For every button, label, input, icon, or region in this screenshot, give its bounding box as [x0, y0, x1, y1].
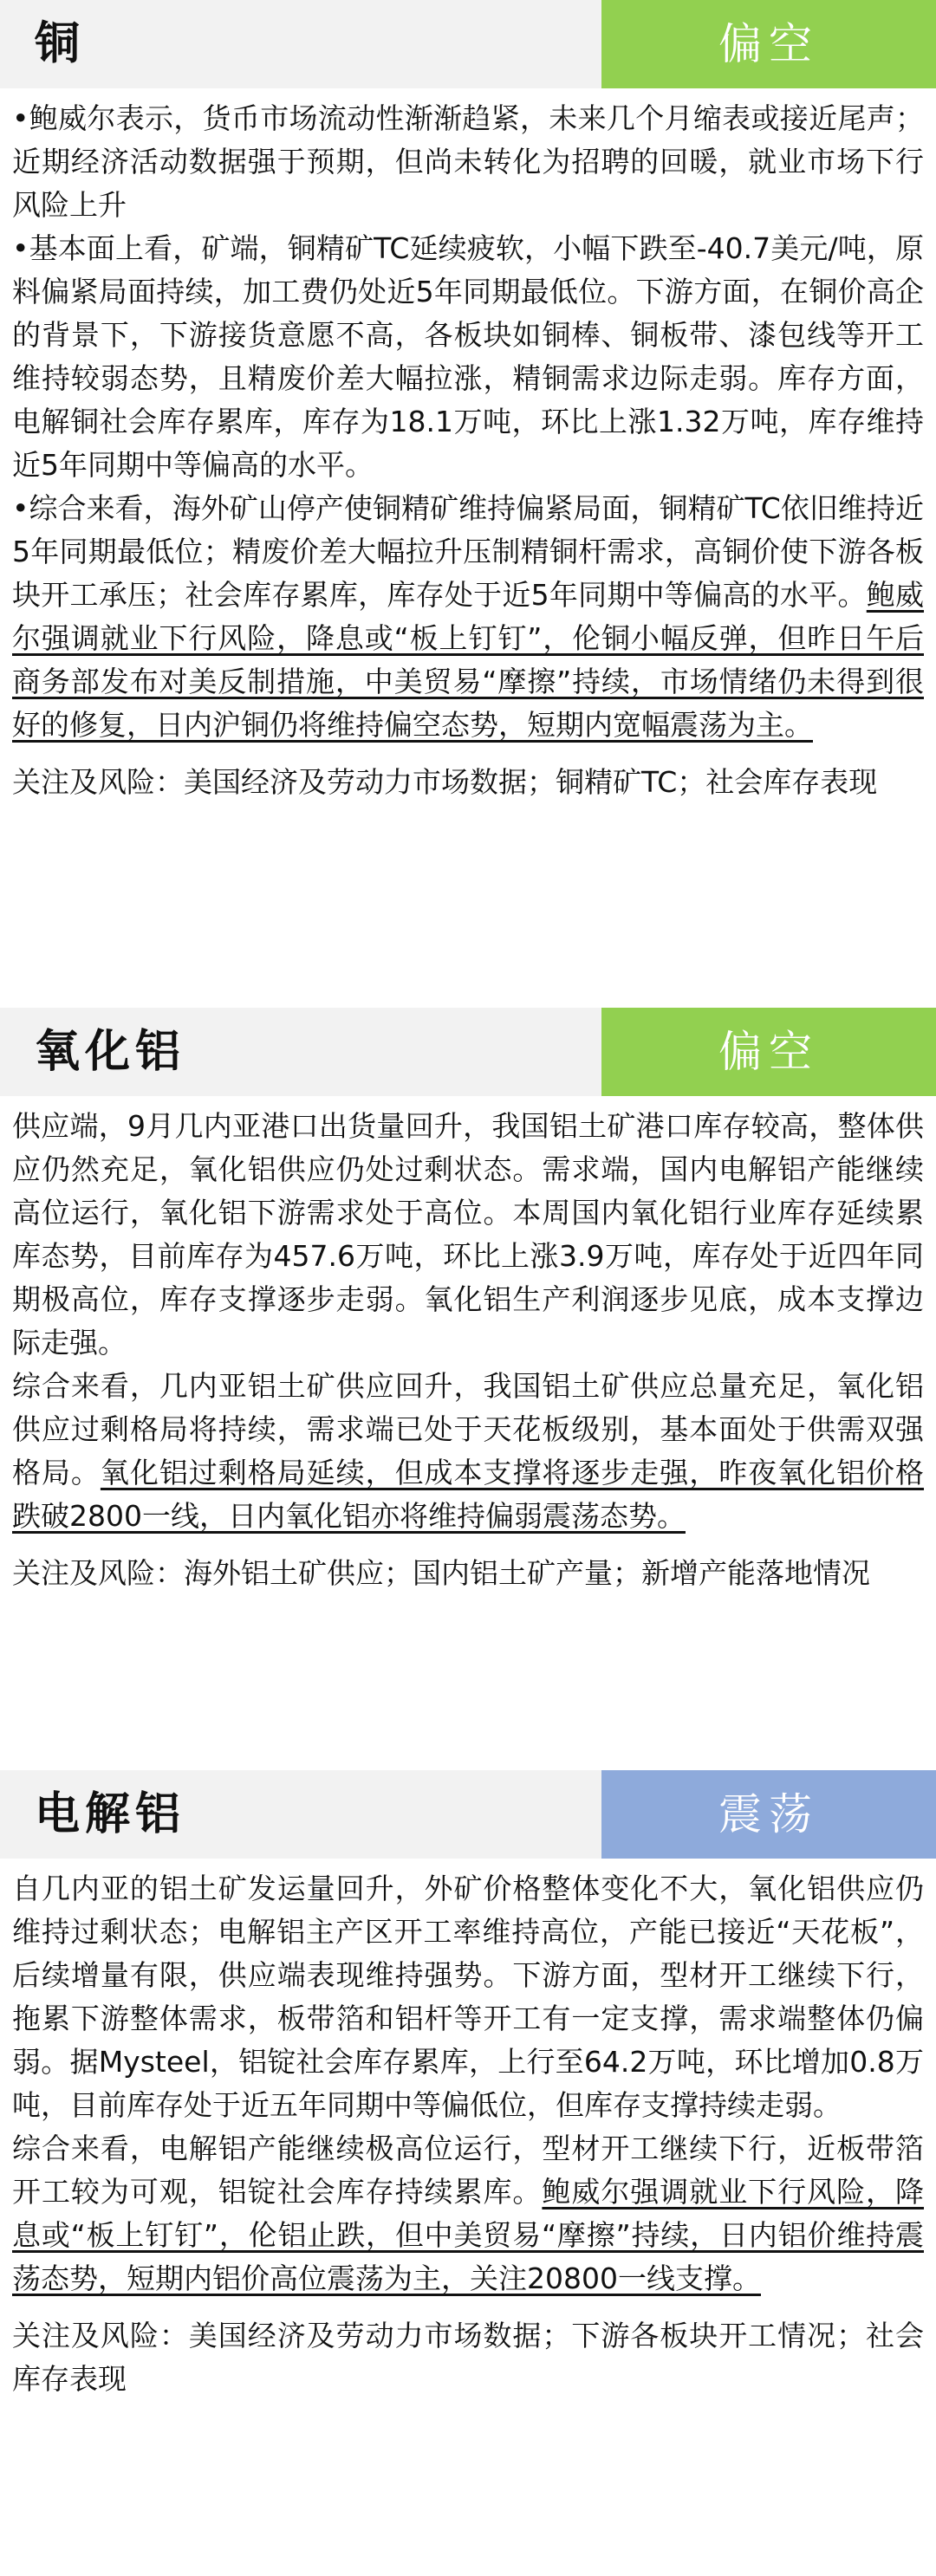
copper-title: 铜: [35, 17, 86, 70]
aluminum-paragraph-2: [12, 2127, 924, 2300]
copper-summary-text: •综合来看，海外矿山停产使铜精矿维持偏紧局面，铜精矿TC依旧维持近5年同期最低位；精废价差大幅拉升压制精铜杆需求，高铜价使下游各板块开工承压；社会库存累库，库存处于近5年同期中等偏高的水平。: [12, 491, 924, 612]
aluminum-header: [0, 1770, 936, 1859]
copper-header: [0, 0, 936, 88]
alumina-header: [0, 1008, 936, 1096]
alumina-paragraph-1: 供应端，9月几内亚港口出货量回升，我国铝土矿港口库存较高，整体供应仍然充足，氧化铝供应仍处过剩状态。需求端，国内电解铝产能继续高位运行，氧化铝下游需求处于高位。本周国内氧化铝行业库存延续累库态势，目前库存为457.6万吨，环比上涨3.9万吨，库存处于近四年同期极高位，库存支撑逐步走弱。氧化铝生产利润逐步见底，成本支撑边际走强。: [12, 1109, 924, 1359]
aluminum-view-badge: 震荡: [601, 1770, 936, 1859]
copper-body: [0, 88, 936, 809]
aluminum-body: [0, 1859, 936, 2406]
copper-outlook-underlined: 鲍威尔强调就业下行风险，降息或“板上钉钉”，伦铜小幅反弹，但昨日午后商务部发布对美反制措施，中美贸易“摩擦”持续，市场情绪仍未得到很好的修复，日内沪铜仍将维持偏空态势，短期内宽幅震荡为主。: [12, 578, 925, 742]
alumina-focus-risks: 关注及风险：海外铝土矿供应；国内铝土矿产量；新增产能落地情况: [12, 1556, 870, 1590]
copper-paragraph-1: •鲍威尔表示，货币市场流动性渐渐趋紧，未来几个月缩表或接近尾声；近期经济活动数据强于预期，但尚未转化为招聘的回暖，就业市场下行风险上升: [12, 101, 924, 222]
alumina-section: [0, 1008, 936, 1770]
aluminum-focus-risks: 关注及风险：美国经济及劳动力市场数据；下游各板块开工情况；社会库存表现: [12, 2319, 924, 2396]
alumina-title: 氧化铝: [35, 1025, 186, 1078]
aluminum-summary-text: 综合来看，电解铝产能继续极高位运行，型材开工继续下行，近板带箔开工较为可观，铝锭社会库存持续累库。: [12, 2132, 924, 2209]
copper-view-badge: 偏空: [601, 0, 936, 88]
aluminum-paragraph-1: 自几内亚的铝土矿发运量回升，外矿价格整体变化不大，氧化铝供应仍维持过剩状态；电解铝主产区开工率维持高位，产能已接近“天花板”，后续增量有限，供应端表现维持强势。下游方面，型材开工继续下行，拖累下游整体需求，板带箔和铝杆等开工有一定支撑，需求端整体仍偏弱。据Mysteel，铝锭社会库存累库，上行至64.2万吨，环比增加0.8万吨，目前库存处于近五年同期中等偏低位，但库存支撑持续走弱。: [12, 1872, 924, 2122]
aluminum-outlook-underlined: 鲍威尔强调就业下行风险，降息或“板上钉钉”，伦铝止跌，但中美贸易“摩擦”持续，日内铝价维持震荡态势，短期内铝价高位震荡为主，关注20800一线支撑。: [12, 2175, 925, 2295]
alumina-view-badge: 偏空: [601, 1008, 936, 1096]
aluminum-title: 电解铝: [35, 1788, 186, 1840]
alumina-paragraph-2: [12, 1365, 924, 1538]
alumina-outlook-underlined: 氧化铝过剩格局延续，但成本支撑将逐步走强，昨夜氧化铝价格跌破2800一线，日内氧化铝亦将维持偏弱震荡态势。: [12, 1456, 925, 1533]
alumina-body: [0, 1096, 936, 1600]
copper-paragraph-2: •基本面上看，矿端，铜精矿TC延续疲软，小幅下跌至-40.7美元/吨，原料偏紧局面持续，加工费仍处近5年同期最低位。下游方面，在铜价高企的背景下，下游接货意愿不高，各板块如铜棒、铜板带、漆包线等开工维持较弱态势，且精废价差大幅拉涨，精铜需求边际走弱。库存方面，电解铜社会库存累库，库存为18.1万吨，环比上涨1.32万吨，库存维持近5年同期中等偏高的水平。: [12, 231, 924, 482]
copper-paragraph-3: [12, 487, 924, 747]
copper-section: [0, 0, 936, 1008]
alumina-summary-text: 综合来看，几内亚铝土矿供应回升，我国铝土矿供应总量充足，氧化铝供应过剩格局将持续，需求端已处于天花板级别，基本面处于供需双强格局。: [12, 1369, 924, 1489]
copper-focus-risks: 关注及风险：美国经济及劳动力市场数据；铜精矿TC；社会库存表现: [12, 765, 878, 799]
aluminum-section: [0, 1770, 936, 2574]
